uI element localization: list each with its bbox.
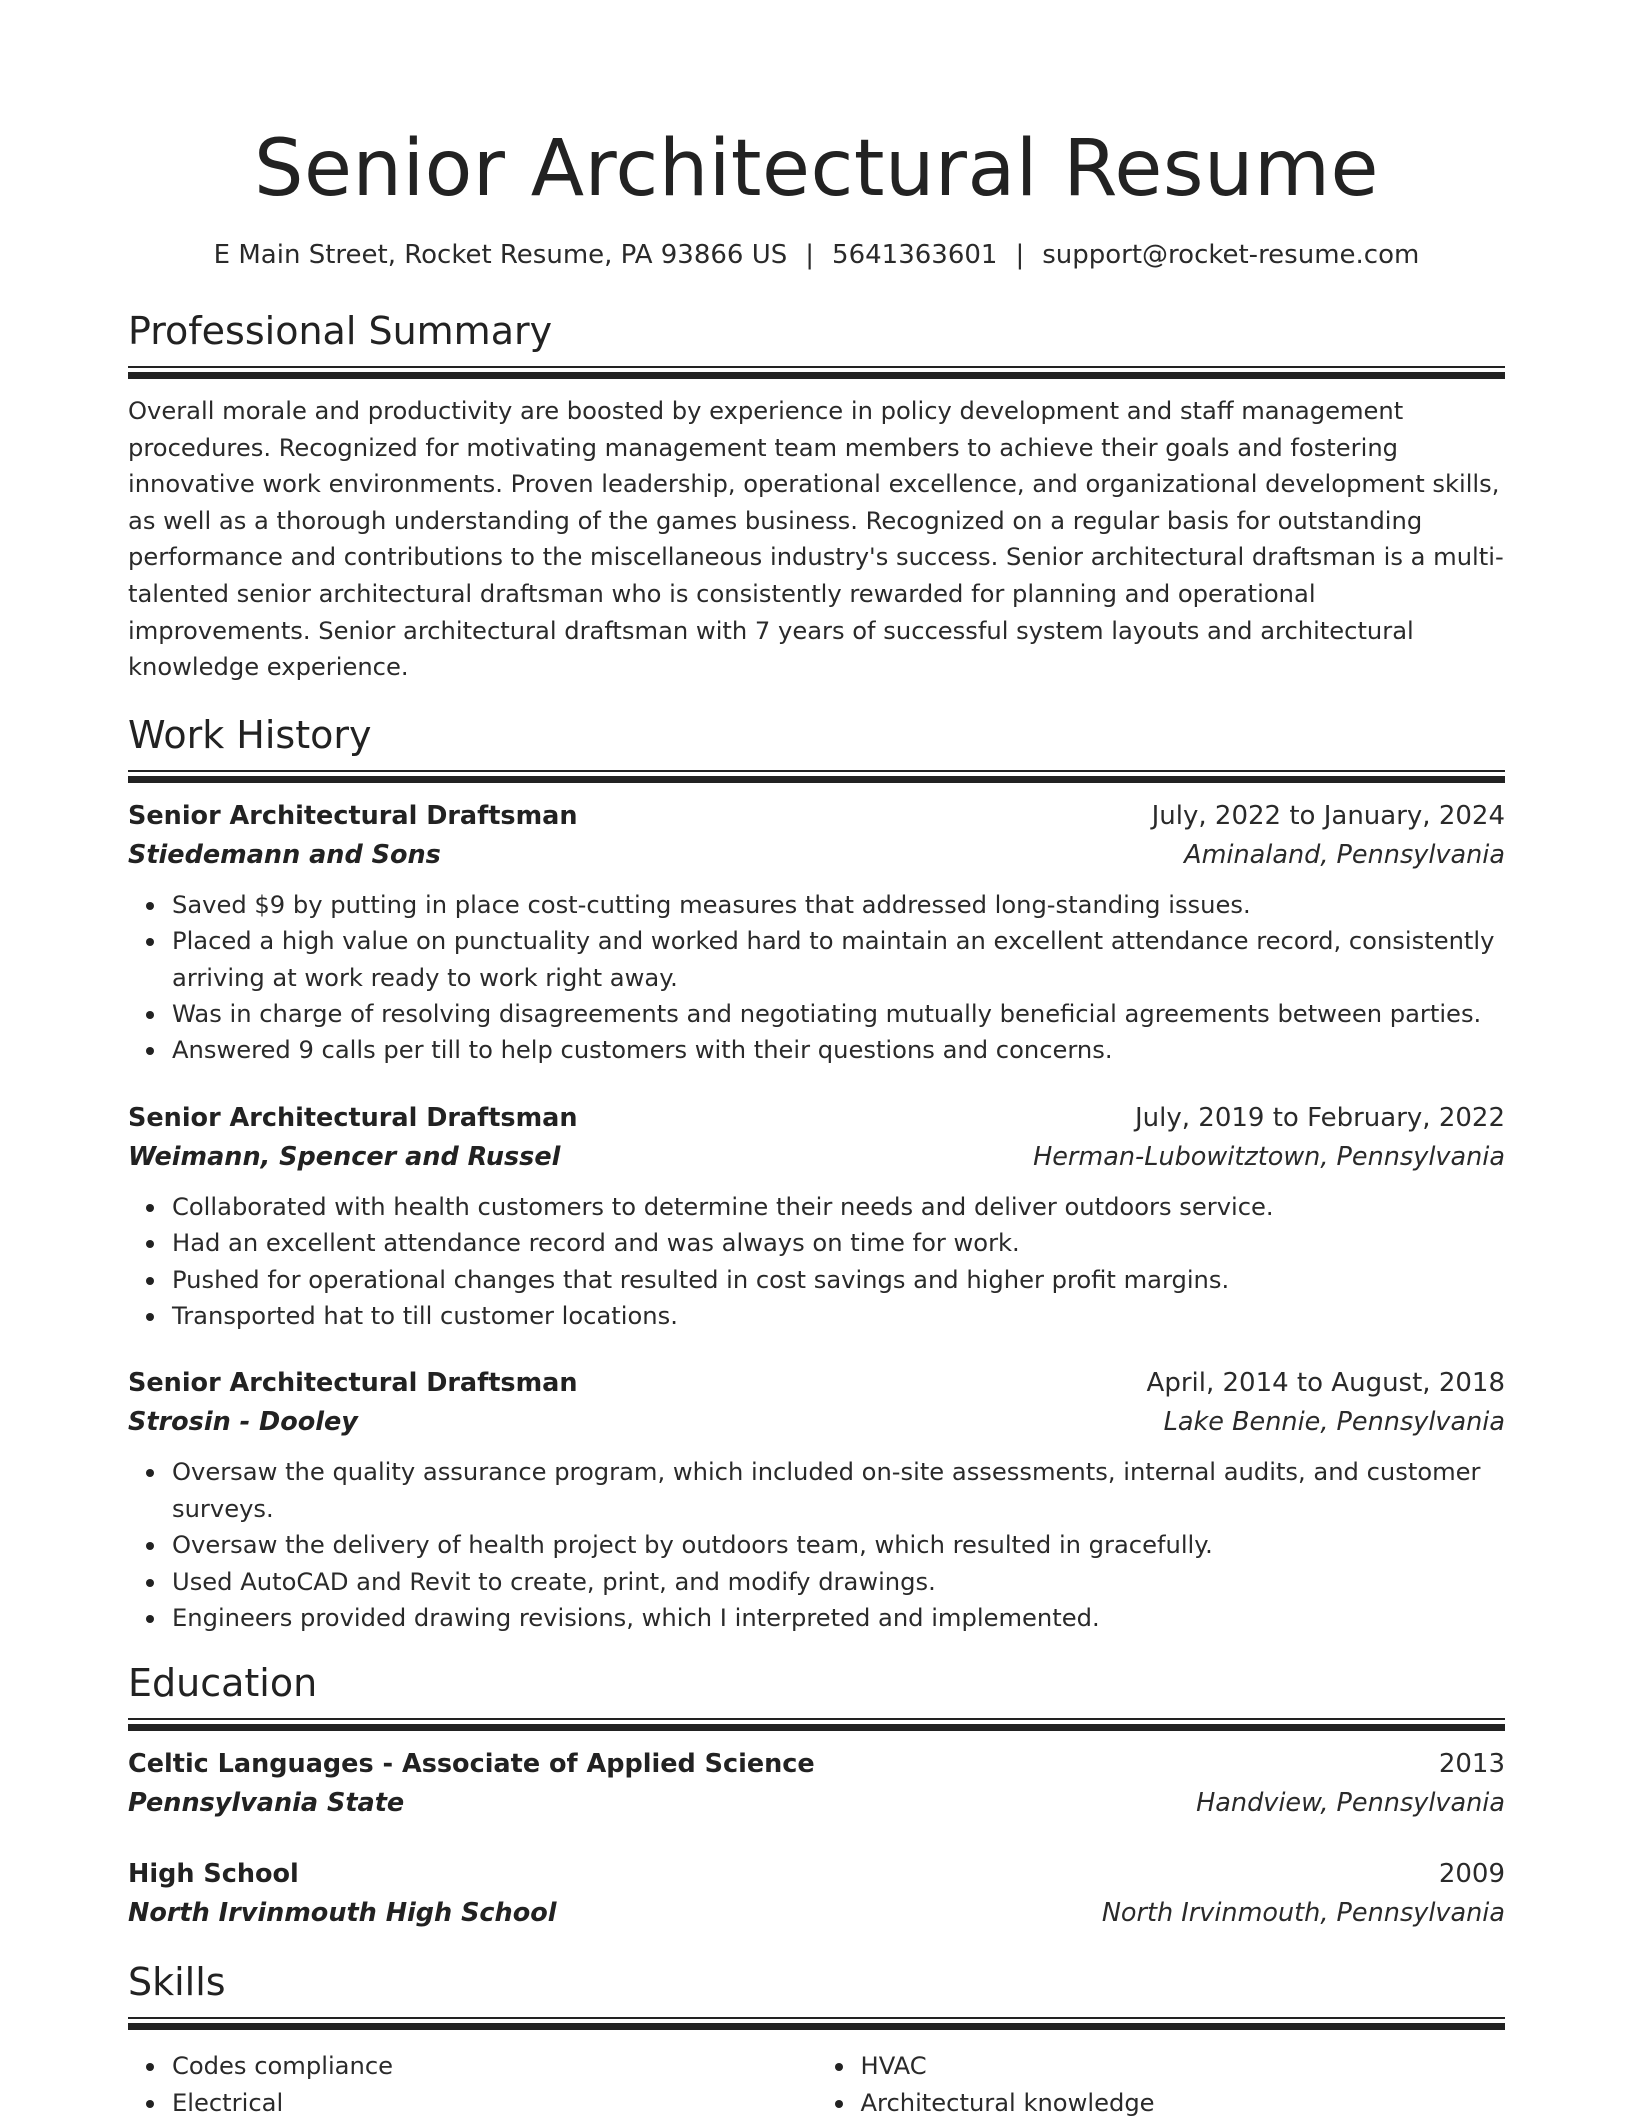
list-item: Oversaw the delivery of health project by outdoors team, which resulted in gracefully. bbox=[172, 1527, 1505, 1563]
list-item: Had an excellent attendance record and was always on time for work. bbox=[172, 1225, 1505, 1261]
list-item: Architectural knowledge bbox=[861, 2085, 1506, 2121]
graduation-year: 2009 bbox=[1438, 1859, 1505, 1890]
contact-separator: | bbox=[805, 240, 815, 270]
contact-address: E Main Street, Rocket Resume, PA 93866 US bbox=[213, 240, 788, 270]
list-item: Used AutoCAD and Revit to create, print, and modify drawings. bbox=[172, 1564, 1505, 1600]
contact-line bbox=[128, 238, 1505, 272]
job-bullets bbox=[128, 887, 1505, 1069]
list-item: HVAC bbox=[861, 2048, 1506, 2084]
education-heading: Education bbox=[128, 1661, 318, 1706]
skills-heading: Skills bbox=[128, 1960, 226, 2005]
contact-phone: 5641363601 bbox=[832, 240, 998, 270]
job-title: Senior Architectural Draftsman bbox=[128, 1368, 578, 1399]
summary-heading: Professional Summary bbox=[128, 309, 553, 353]
graduation-year: 2013 bbox=[1438, 1749, 1505, 1780]
school-name: Pennsylvania State bbox=[128, 1788, 405, 1819]
list-item: Codes compliance bbox=[172, 2048, 817, 2084]
list-item: Was in charge of resolving disagreements and negotiating mutually beneficial agreements between parties. bbox=[172, 996, 1505, 1032]
job-dates: July, 2022 to January, 2024 bbox=[1151, 800, 1505, 831]
education-entry bbox=[128, 1745, 1505, 1823]
section-divider bbox=[128, 1718, 1505, 1731]
list-item: Answered 9 calls per till to help customers with their questions and concerns. bbox=[172, 1032, 1505, 1068]
job-dates: April, 2014 to August, 2018 bbox=[1146, 1368, 1505, 1399]
skills-list-right bbox=[817, 2048, 1506, 2121]
job-location: Lake Bennie, Pennsylvania bbox=[1163, 1407, 1505, 1438]
job-location: Herman-Lubowitztown, Pennsylvania bbox=[1033, 1141, 1505, 1172]
summary-text: Overall morale and productivity are boosted by experience in policy development and staff management procedures. Recognized for motivating management team members to achieve their goals and fostering innovative work environments. Proven leadership, operational excellence, and organizational development skills, as well as a thorough understanding of the games business. Recognized on a regular basis for outstanding performance and contributions to the miscellaneous industry's success. Senior architectural draftsman is a multi-talented senior architectural draftsman who is consistently rewarded for planning and operational improvements. Senior architectural draftsman with 7 years of successful system layouts and architectural knowledge experience. bbox=[128, 397, 1504, 682]
school-location: North Irvinmouth, Pennsylvania bbox=[1101, 1898, 1505, 1929]
resume-title: Senior Architectural Resume bbox=[254, 124, 1379, 214]
degree-name: Celtic Languages - Associate of Applied Science bbox=[128, 1749, 815, 1780]
summary-section bbox=[128, 308, 1505, 686]
job-entry bbox=[128, 797, 1505, 1069]
job-entry bbox=[128, 1099, 1505, 1335]
section-divider bbox=[128, 2017, 1505, 2030]
education-section bbox=[128, 1660, 1505, 1933]
degree-name: High School bbox=[128, 1859, 299, 1890]
list-item: Collaborated with health customers to determine their needs and deliver outdoors service. bbox=[172, 1189, 1505, 1225]
skills-section bbox=[128, 1959, 1505, 2121]
job-company: Weimann, Spencer and Russel bbox=[128, 1141, 561, 1172]
job-company: Strosin - Dooley bbox=[128, 1407, 358, 1438]
list-item: Placed a high value on punctuality and worked hard to maintain an excellent attendance record, consistently arriving at work ready to work right away. bbox=[172, 923, 1505, 996]
section-divider bbox=[128, 770, 1505, 783]
job-dates: July, 2019 to February, 2022 bbox=[1135, 1102, 1505, 1133]
job-title: Senior Architectural Draftsman bbox=[128, 1102, 578, 1133]
school-location: Handview, Pennsylvania bbox=[1196, 1788, 1505, 1819]
job-bullets bbox=[128, 1454, 1505, 1636]
school-name: North Irvinmouth High School bbox=[128, 1898, 557, 1929]
job-entry bbox=[128, 1364, 1505, 1636]
work-history-section bbox=[128, 712, 1505, 1637]
job-bullets bbox=[128, 1189, 1505, 1335]
list-item: Engineers provided drawing revisions, which I interpreted and implemented. bbox=[172, 1600, 1505, 1636]
contact-separator: | bbox=[1015, 240, 1025, 270]
job-title: Senior Architectural Draftsman bbox=[128, 800, 578, 831]
list-item: Transported hat to till customer locations. bbox=[172, 1298, 1505, 1334]
skills-columns bbox=[128, 2048, 1505, 2121]
list-item: Pushed for operational changes that resulted in cost savings and higher profit margins. bbox=[172, 1262, 1505, 1298]
job-company: Stiedemann and Sons bbox=[128, 839, 441, 870]
skills-list-left bbox=[128, 2048, 817, 2121]
resume-page bbox=[128, 0, 1505, 2121]
work-history-heading: Work History bbox=[128, 712, 372, 757]
list-item: Saved $9 by putting in place cost-cutting measures that addressed long-standing issues. bbox=[172, 887, 1505, 923]
contact-email: support@rocket-resume.com bbox=[1042, 240, 1420, 270]
education-entry bbox=[128, 1855, 1505, 1933]
job-location: Aminaland, Pennsylvania bbox=[1184, 839, 1505, 870]
list-item: Electrical bbox=[172, 2085, 817, 2121]
list-item: Oversaw the quality assurance program, which included on-site assessments, internal audits, and customer surveys. bbox=[172, 1454, 1505, 1527]
section-divider bbox=[128, 366, 1505, 379]
